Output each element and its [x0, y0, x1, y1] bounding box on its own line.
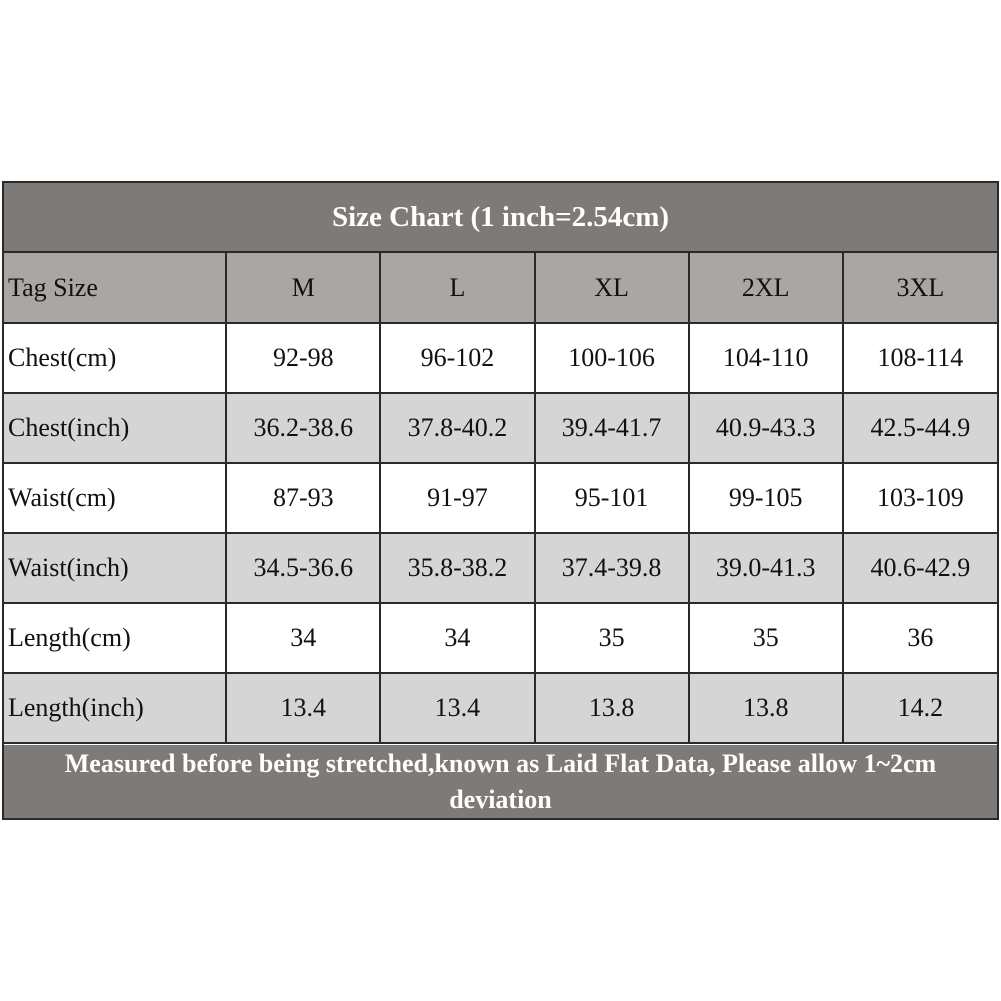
table-cell: 35: [535, 603, 689, 673]
measurement-note: Measured before being stretched,known as Laid Flat Data, Please allow 1~2cm deviation: [4, 745, 997, 818]
table-cell: 34: [380, 603, 534, 673]
row-label: Length(cm): [4, 603, 226, 673]
table-row: [4, 463, 997, 533]
size-table: [4, 253, 997, 744]
table-cell: 34.5-36.6: [226, 533, 380, 603]
table-cell: 108-114: [843, 323, 997, 393]
table-row: [4, 393, 997, 463]
table-cell: 95-101: [535, 463, 689, 533]
header-cell-tag-size: Tag Size: [4, 253, 226, 323]
row-label: Chest(inch): [4, 393, 226, 463]
table-row: [4, 673, 997, 743]
table-cell: 13.8: [689, 673, 843, 743]
table-cell: 104-110: [689, 323, 843, 393]
row-label: Waist(inch): [4, 533, 226, 603]
table-cell: 96-102: [380, 323, 534, 393]
row-label: Length(inch): [4, 673, 226, 743]
table-row: [4, 323, 997, 393]
chart-title: Size Chart (1 inch=2.54cm): [4, 183, 997, 253]
table-cell: 34: [226, 603, 380, 673]
size-chart: [2, 181, 999, 820]
header-cell-size: M: [226, 253, 380, 323]
table-cell: 40.6-42.9: [843, 533, 997, 603]
header-cell-size: XL: [535, 253, 689, 323]
table-cell: 39.4-41.7: [535, 393, 689, 463]
table-cell: 37.8-40.2: [380, 393, 534, 463]
row-label: Waist(cm): [4, 463, 226, 533]
table-row: [4, 603, 997, 673]
table-cell: 39.0-41.3: [689, 533, 843, 603]
table-cell: 37.4-39.8: [535, 533, 689, 603]
table-cell: 99-105: [689, 463, 843, 533]
table-cell: 13.8: [535, 673, 689, 743]
table-cell: 35: [689, 603, 843, 673]
header-cell-size: L: [380, 253, 534, 323]
table-cell: 35.8-38.2: [380, 533, 534, 603]
table-cell: 13.4: [380, 673, 534, 743]
table-header-row: [4, 253, 997, 323]
table-cell: 13.4: [226, 673, 380, 743]
table-cell: 36: [843, 603, 997, 673]
table-row: [4, 533, 997, 603]
header-cell-size: 2XL: [689, 253, 843, 323]
table-cell: 87-93: [226, 463, 380, 533]
table-cell: 103-109: [843, 463, 997, 533]
table-cell: 40.9-43.3: [689, 393, 843, 463]
table-cell: 91-97: [380, 463, 534, 533]
table-cell: 42.5-44.9: [843, 393, 997, 463]
table-cell: 100-106: [535, 323, 689, 393]
table-cell: 14.2: [843, 673, 997, 743]
table-cell: 92-98: [226, 323, 380, 393]
table-cell: 36.2-38.6: [226, 393, 380, 463]
row-label: Chest(cm): [4, 323, 226, 393]
header-cell-size: 3XL: [843, 253, 997, 323]
